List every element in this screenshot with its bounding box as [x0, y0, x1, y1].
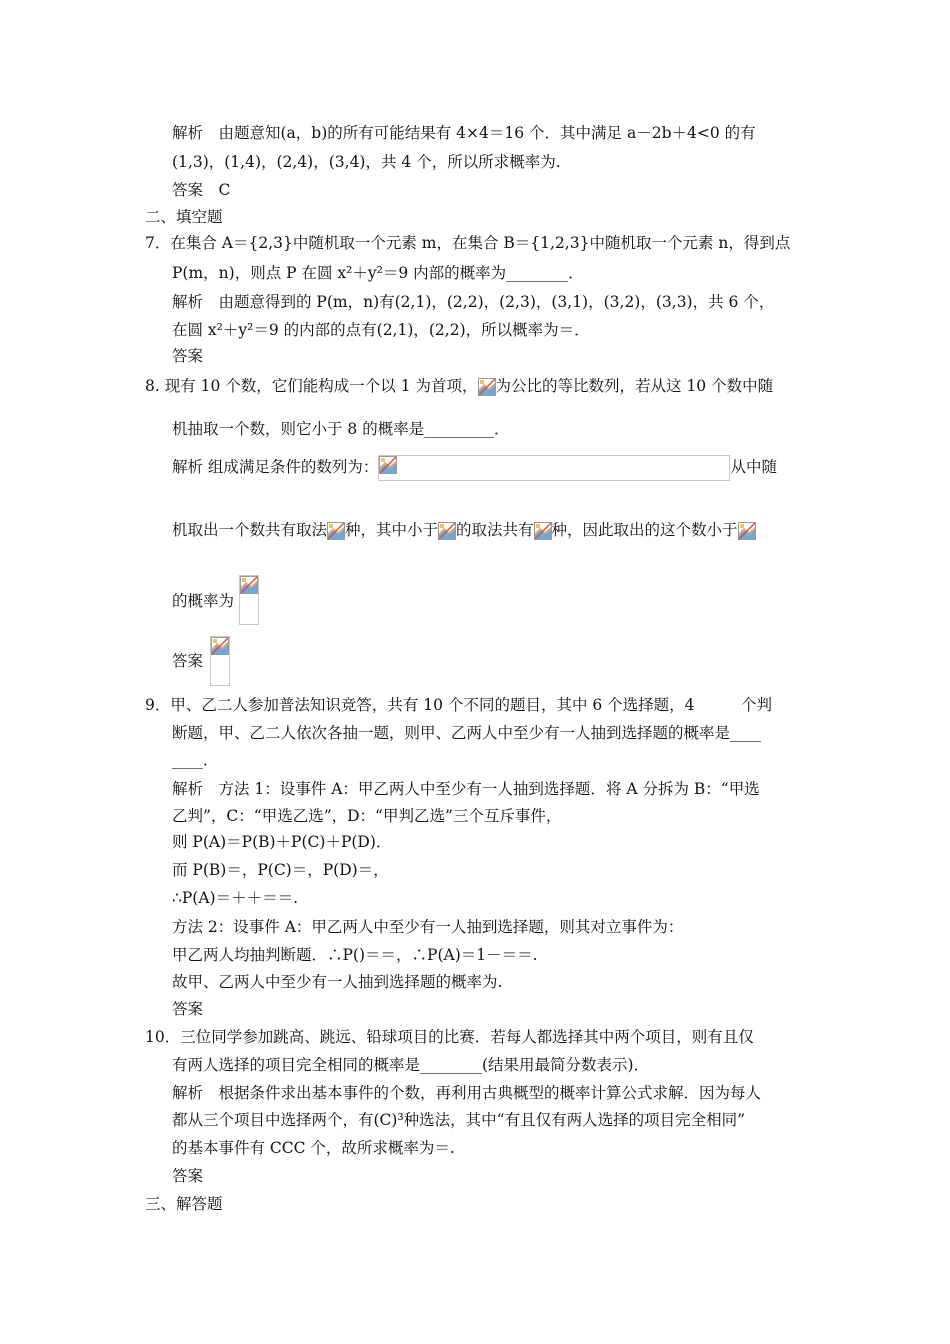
question-7-line-1: 7．在集合 A＝{2,3}中随机取一个元素 m，在集合 B＝{1,2,3}中随机取一个元素 n，得到点	[145, 234, 791, 252]
question-9-line-1: 9．甲、乙二人参加普法知识竞答，共有 10 个不同的题目，其中 6 个选择题，4 个判	[145, 696, 773, 714]
section-heading-solve: 三、解答题	[145, 1195, 223, 1213]
probability-image-box	[239, 575, 259, 625]
question-10-line-1: 10．三位同学参加跳高、跳远、铅球项目的比赛．若每人都选择其中两个项目，则有且仅	[145, 1028, 754, 1046]
broken-image-icon	[327, 522, 345, 540]
answer-7: 答案	[172, 347, 204, 365]
solution-8-line-1	[172, 455, 777, 481]
solution-9-line-8: 故甲、乙两人中至少有一人抽到选择题的概率为.	[172, 973, 503, 991]
solution-9-line-6: 方法 2：设事件 A：甲乙两人中至少有一人抽到选择题，则其对立事件为：	[172, 918, 684, 936]
solution-8-text-b: 从中随	[730, 458, 777, 476]
answer-10: 答案	[172, 1167, 204, 1185]
question-8-line-2: 机抽取一个数，则它小于 8 的概率是_________．	[172, 420, 510, 438]
question-9-line-3: ____．	[172, 751, 219, 769]
solution-8-text-c: 机取出一个数共有取法	[172, 521, 328, 539]
question-10-line-2: 有两人选择的项目完全相同的概率是________(结果用最简分数表示)．	[172, 1056, 650, 1074]
solution-9-line-7: 甲乙两人均抽判断题．∴P()＝＝，∴P(A)＝1－＝＝.	[172, 946, 538, 964]
solution-8-text-f: 种，因此取出的这个数小于	[551, 521, 738, 539]
section-heading-fill-in: 二、填空题	[145, 208, 223, 226]
solution-10-line-3: 的基本事件有 CCC 个，故所求概率为＝.	[172, 1139, 455, 1157]
solution-9-line-1: 解析 方法 1：设事件 A：甲乙两人中至少有一人抽到选择题．将 A 分拆为 B：“甲选	[172, 780, 760, 798]
solution-7-line-1: 解析 由题意得到的 P(m，n)有(2,1)，(2,2)，(2,3)，(3,1)，(3,2)，(3,3)，共 6 个，	[172, 293, 775, 311]
answer-6: 答案 C	[172, 181, 231, 199]
solution-7-line-2: 在圆 x²＋y²＝9 的内部的点有(2,1)，(2,2)，所以概率为＝．	[172, 321, 590, 339]
question-7-line-2: P(m，n)，则点 P 在圆 x²＋y²＝9 内部的概率为________．	[172, 264, 584, 282]
answer-8-image-box	[210, 636, 230, 686]
question-8-text-b: 为公比的等比数列，若从这 10 个数中随	[495, 377, 774, 395]
question-8-line-1	[145, 376, 773, 396]
broken-image-icon	[478, 378, 496, 396]
solution-6-line-2: (1,3)，(1,4)，(2,4)，(3,4)，共 4 个，所以所求概率为.	[172, 153, 561, 171]
question-8-text-a: 8. 现有 10 个数，它们能构成一个以 1 为首项，	[145, 377, 478, 395]
broken-image-icon	[738, 522, 756, 540]
solution-8-text-d: 种，其中小于	[345, 521, 439, 539]
sequence-image-box	[378, 455, 730, 481]
solution-9-line-5: ∴P(A)＝＋＋＝＝.	[172, 889, 299, 907]
solution-6-line-1: 解析 由题意知(a，b)的所有可能结果有 4×4＝16 个．其中满足 a－2b＋4<0 的有	[172, 124, 756, 142]
answer-9: 答案	[172, 1000, 204, 1018]
question-9-line-2: 断题，甲、乙二人依次各抽一题，则甲、乙两人中至少有一人抽到选择题的概率是____	[172, 724, 762, 742]
solution-9-line-4: 而 P(B)＝，P(C)＝，P(D)＝，	[172, 861, 389, 879]
answer-8: 答案	[172, 652, 204, 670]
broken-image-icon	[211, 637, 229, 655]
solution-9-line-2: 乙判”，C：“甲选乙选”，D：“甲判乙选”三个互斥事件，	[172, 807, 562, 825]
solution-10-line-2: 都从三个项目中选择两个，有(C)³种选法，其中“有且仅有两人选择的项目完全相同”	[172, 1111, 746, 1129]
broken-image-icon	[240, 576, 258, 594]
broken-image-icon	[534, 522, 552, 540]
solution-9-line-3: 则 P(A)＝P(B)＋P(C)＋P(D)．	[172, 833, 392, 851]
broken-image-icon	[379, 456, 397, 474]
solution-8-text-a: 解析 组成满足条件的数列为：	[172, 458, 379, 476]
solution-8-text-e: 的取法共有	[456, 521, 534, 539]
solution-8-text-g: 的概率为	[172, 592, 235, 610]
broken-image-icon	[438, 522, 456, 540]
solution-8-line-2	[172, 520, 756, 540]
solution-10-line-1: 解析 根据条件求出基本事件的个数，再利用古典概型的概率计算公式求解．因为每人	[172, 1084, 762, 1102]
